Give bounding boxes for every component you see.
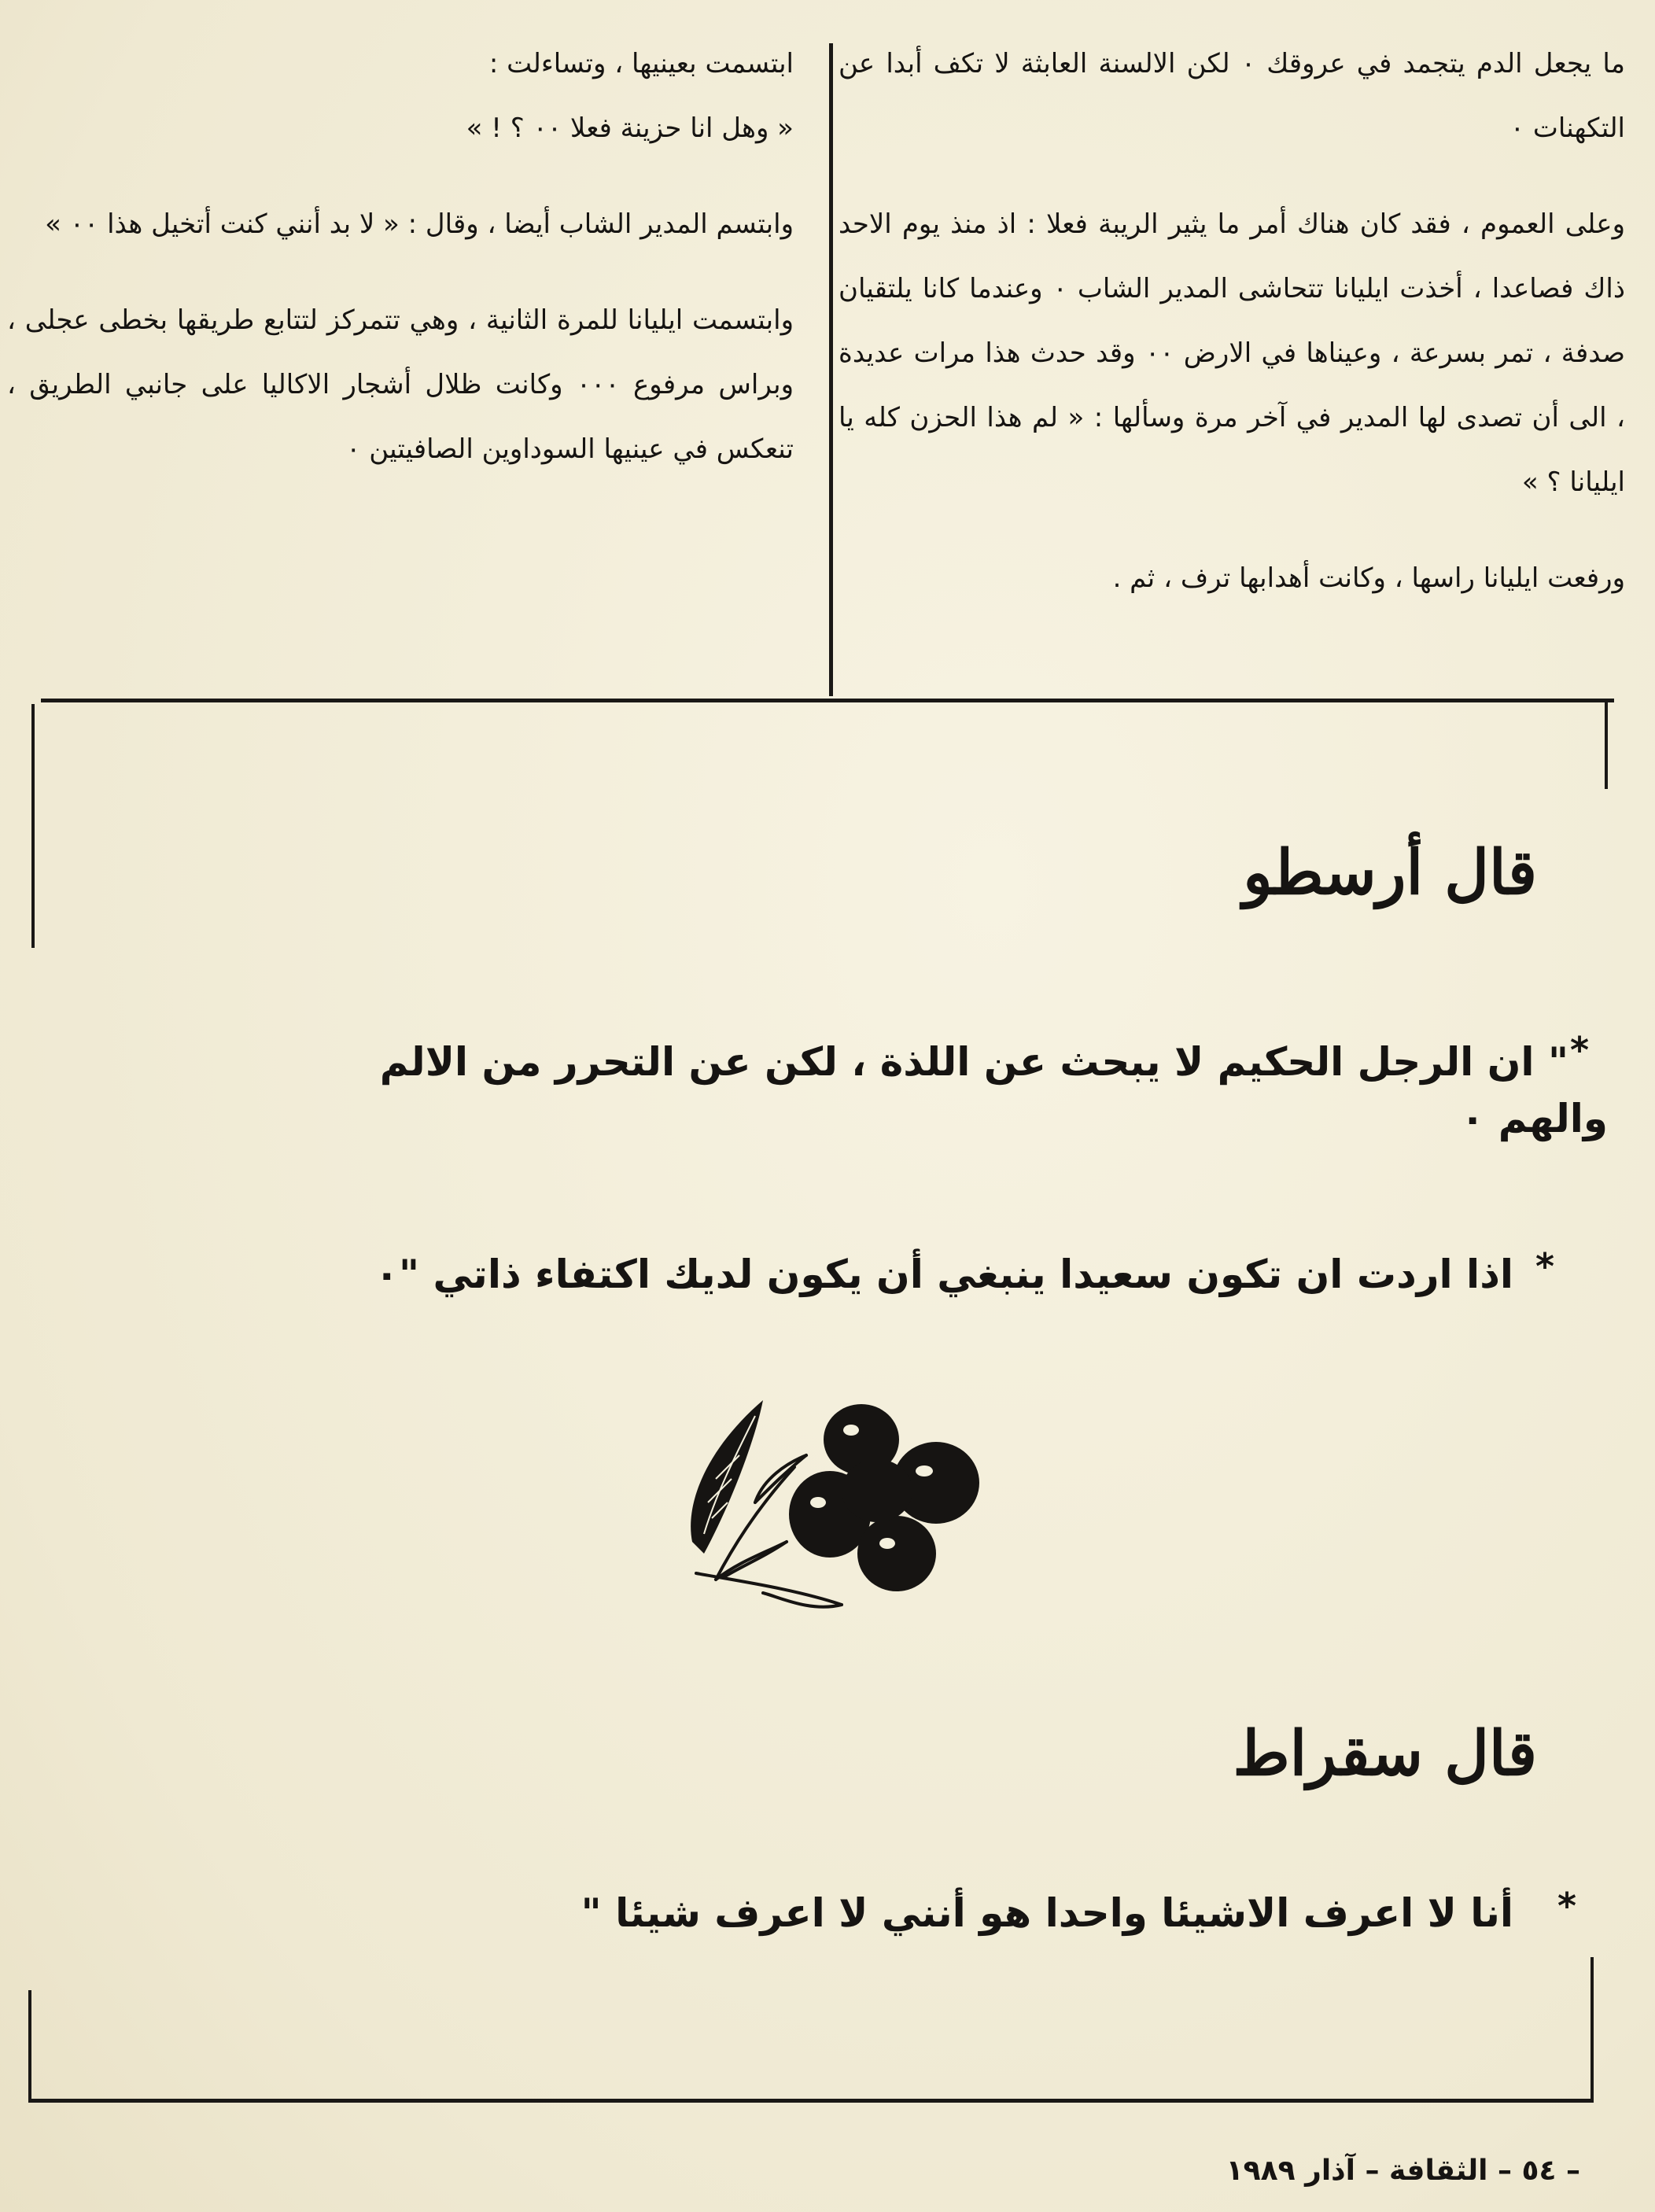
story-right-column bbox=[839, 31, 1625, 610]
aristotle-heading: قال أرسطو bbox=[1243, 837, 1537, 909]
aristotle-quote-1: " ان الرجل الحكيم لا يبحث عن اللذة ، لكن عن التحرر من الالم bbox=[379, 1039, 1568, 1085]
asterisk-bullet-icon: * bbox=[1535, 1245, 1555, 1288]
asterisk-bullet-icon: * bbox=[1557, 1885, 1577, 1927]
story-paragraph: وعلى العموم ، فقد كان هناك أمر ما يثير الريبة فعلا : اذ منذ يوم الاحد ذاك فصاعدا ، أخذت ايليانا تتحاشى المدير الشاب ٠ وعندما كانا يلتقيان صدفة ، تمر بسرعة ، وعيناها في الارض ٠٠ وقد حدث هذا مرات عديدة ، الى أن تصدى لها المدير في آخر مرة وسألها : « لم هذا الحزن كله يا ايليانا ؟ » bbox=[839, 208, 1625, 498]
aristotle-quote-2: اذا اردت ان تكون سعيدا ينبغي أن يكون لديك اكتفاء ذاتي "٠ bbox=[374, 1252, 1513, 1297]
frame-right-rule bbox=[1605, 702, 1608, 789]
frame-right-rule-lower bbox=[1590, 1957, 1594, 2099]
frame-top-rule bbox=[41, 699, 1614, 702]
asterisk-bullet-icon: * bbox=[1570, 1029, 1590, 1071]
column-divider bbox=[829, 43, 833, 696]
story-paragraph: ابتسمت بعينيها ، وتساءلت : bbox=[488, 48, 794, 79]
aristotle-quote-1-continued: والهم ٠ bbox=[1460, 1096, 1608, 1141]
story-paragraph: وابتسم المدير الشاب أيضا ، وقال : « لا بد أنني كنت أتخيل هذا ٠٠ » bbox=[45, 208, 794, 240]
story-paragraph: ورفعت ايليانا راسها ، وكانت أهدابها ترف ، ثم . bbox=[1112, 562, 1625, 594]
olive-branch-illustration-icon bbox=[669, 1392, 1007, 1628]
story-paragraph: وابتسمت ايليانا للمرة الثانية ، وهي تتمركز لتتابع طريقها بخطى عجلى ، وبراس مرفوع ٠٠٠ وكانت ظلال أشجار الاكاليا على جانبي الطريق ، تنعكس في عينيها السوداوين الصافيتين ٠ bbox=[7, 304, 794, 465]
frame-bottom-rule bbox=[28, 2099, 1594, 2103]
frame-left-rule-lower bbox=[28, 1990, 31, 2100]
story-paragraph: « وهل انا حزينة فعلا ٠٠ ؟ ! » bbox=[466, 112, 794, 144]
socrates-heading: قال سقراط bbox=[1233, 1718, 1537, 1790]
page-footer: – ٥٤ – الثقافة – آذار ١٩٨٩ bbox=[1226, 2155, 1580, 2187]
story-paragraph: ما يجعل الدم يتجمد في عروقك ٠ لكن الالسنة العابثة لا تكف أبدا عن التكهنات ٠ bbox=[839, 48, 1625, 144]
frame-left-rule bbox=[31, 704, 35, 948]
story-left-column bbox=[7, 31, 794, 481]
socrates-quote: أنا لا اعرف الاشيئا واحدا هو أنني لا اعرف شيئا " bbox=[581, 1890, 1513, 1936]
